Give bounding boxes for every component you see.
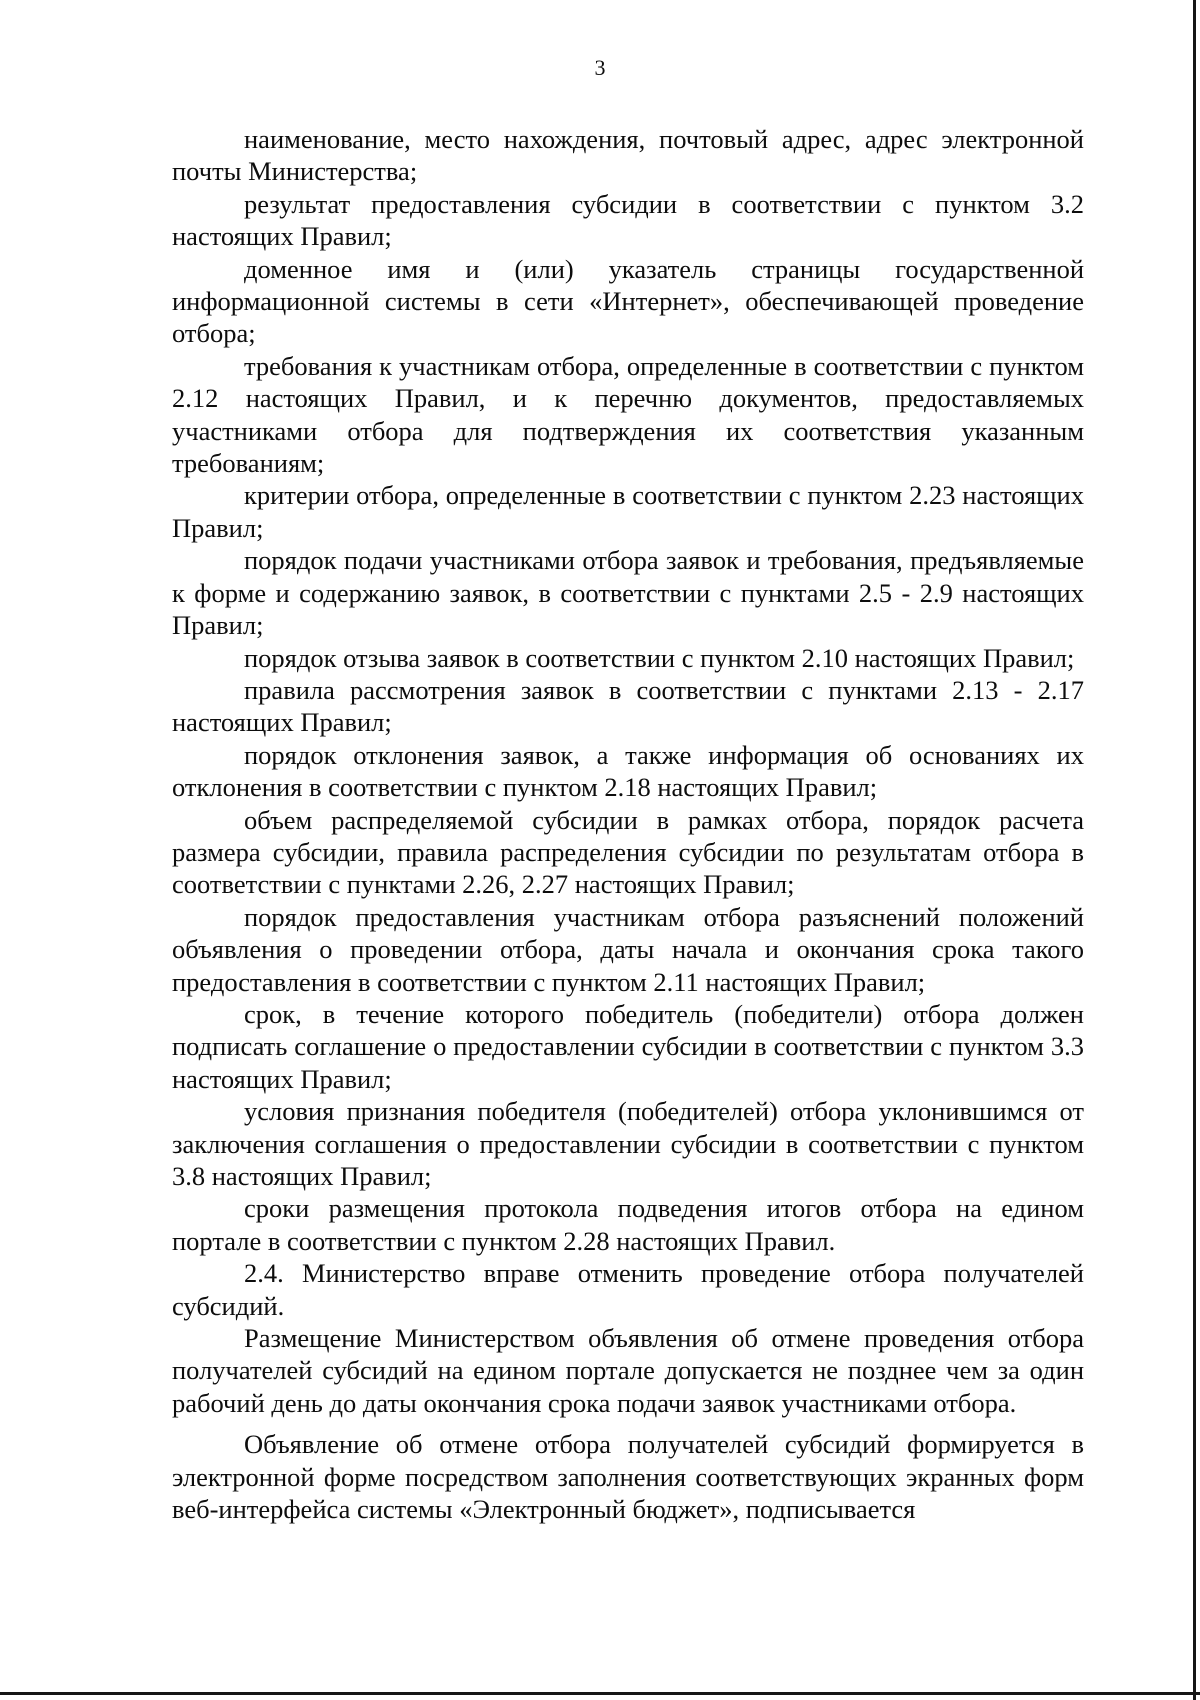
paragraph-review-rules: правила рассмотрения заявок в соответствии с пунктами 2.13 - 2.17 настоящих Правил; bbox=[172, 674, 1084, 738]
document-body bbox=[172, 123, 1084, 1525]
paragraph-agreement-deadline: срок, в течение которого победитель (победители) отбора должен подписать соглашение о предоставлении субсидии в соответствии с пунктом 3.3 настоящих Правил; bbox=[172, 998, 1084, 1094]
paragraph-application-withdrawal: порядок отзыва заявок в соответствии с пунктом 2.10 настоящих Правил; bbox=[244, 642, 1075, 673]
paragraph-cancellation-notice: Размещение Министерством объявления об отмене проведения отбора получателей субсидий на едином портале допускается не позднее чем за один рабочий день до даты окончания срока подачи заявок участниками отбора. bbox=[172, 1323, 1084, 1418]
paragraph-protocol-publication: сроки размещения протокола подведения итогов отбора на едином портале в соответствии с пунктом 2.28 настоящих Правил. bbox=[172, 1193, 1084, 1256]
paragraph-cancellation-form: Объявление об отмене отбора получателей субсидий формируется в электронной форме посредством заполнения соответствующих экранных форм веб-интерфейса системы «Электронный бюджет», подписывается bbox=[172, 1429, 1084, 1525]
paragraph-section-2-4: 2.4. Министерство вправе отменить проведение отбора получателей субсидий. bbox=[172, 1258, 1084, 1321]
paragraph-clarifications: порядок предоставления участникам отбора разъяснений положений объявления о проведении отбора, даты начала и окончания срока такого предоставления в соответствии с пунктом 2.11 настоящих Правил; bbox=[172, 901, 1084, 997]
paragraph-domain-name: доменное имя и (или) указатель страницы государственной информационной системы в сети «Интернет», обеспечивающей проведение отбора; bbox=[172, 253, 1084, 349]
paragraph-rejection-procedure: порядок отклонения заявок, а также информация об основаниях их отклонения в соответствии с пунктом 2.18 настоящих Правил; bbox=[172, 739, 1084, 803]
paragraph-ministry-contacts: наименование, место нахождения, почтовый адрес, адрес электронной почты Министерства; bbox=[172, 124, 1084, 187]
paragraph-winner-evasion: условия признания победителя (победителей) отбора уклонившимся от заключения соглашения о предоставлении субсидии в соответствии с пунктом 3.8 настоящих Правил; bbox=[172, 1096, 1084, 1191]
paragraph-application-procedure: порядок подачи участниками отбора заявок и требования, предъявляемые к форме и содержанию заявок, в соответствии с пунктами 2.5 - 2.9 настоящих Правил; bbox=[172, 545, 1084, 641]
paragraph-subsidy-result: результат предоставления субсидии в соответствии с пунктом 3.2 настоящих Правил; bbox=[172, 188, 1084, 252]
page-edge-bottom bbox=[0, 1692, 1200, 1695]
page-number: 3 bbox=[594, 55, 606, 80]
paragraph-selection-criteria: критерии отбора, определенные в соответствии с пунктом 2.23 настоящих Правил; bbox=[172, 480, 1084, 543]
paragraph-subsidy-volume: объем распределяемой субсидии в рамках отбора, порядок расчета размера субсидии, правила распределения субсидии по результатам отбора в соответствии с пунктами 2.26, 2.27 настоящих Правил; bbox=[172, 804, 1084, 900]
paragraph-participant-requirements: требования к участникам отбора, определенные в соответствии с пунктом 2.12 настоящих Правил, и к перечню документов, предоставляемых участниками отбора для подтверждения их соответствия указанным требованиям; bbox=[172, 350, 1084, 479]
page-edge-right bbox=[1193, 0, 1196, 1700]
